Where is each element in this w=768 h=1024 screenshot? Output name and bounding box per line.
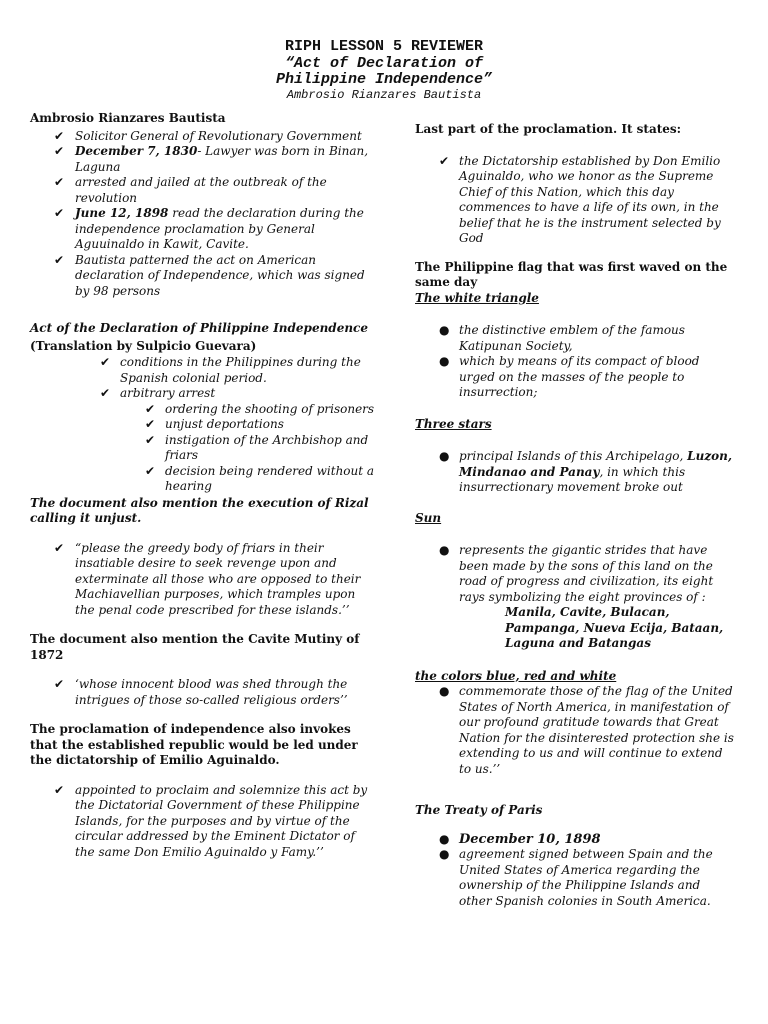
stars-item: ● principal Islands of this Archipelago, Luzon, Mindanao and Panay, in which this insurrectionary movement broke out: [439, 449, 733, 494]
cavite-heading: The document also mention the Cavite Mutiny of 1872: [30, 632, 360, 662]
right-column: [415, 122, 735, 909]
checkmark-icon: ✔: [54, 540, 65, 555]
page-title: RIPH LESSON 5 REVIEWER: [284, 38, 484, 55]
treaty-date: ● December 10, 1898: [439, 831, 601, 847]
list-item: ✔ June 12, 1898 read the declaration during the independence proclamation by General Aguuinaldo in Kawit, Cavite.: [54, 206, 364, 251]
bullet-icon: ●: [439, 831, 450, 846]
province-line: Manila, Cavite, Bulacan,: [505, 605, 670, 619]
checkmark-icon: ✔: [145, 417, 156, 431]
list-item: ✔ Bautista patterned the act on American declaration of Independence, which was signed by 98 persons: [54, 252, 365, 298]
checkmark-icon: ✔: [54, 252, 65, 267]
bullet-icon: ●: [439, 684, 450, 698]
cavite-quote: ✔ ‘whose innocent blood was shed through the intrigues of those so-called religious orders’’: [54, 677, 348, 707]
triangle-list: [415, 323, 735, 401]
stars-heading: Three stars: [415, 416, 492, 431]
list-item: ✔ Solicitor General of Revolutionary Government: [54, 128, 362, 143]
checkmark-icon: ✔: [100, 386, 111, 400]
bullet-icon: ●: [439, 323, 450, 337]
list-item: ✔ decision being rendered without a hearing: [145, 463, 375, 493]
list-item: ✔ unjust deportations: [145, 417, 284, 431]
list-item: ✔ arbitrary arrest: [100, 386, 216, 400]
bullet-icon: ●: [439, 449, 450, 463]
list-item: ✔ December 7, 1830- Lawyer was born in Binan, Laguna: [54, 144, 369, 174]
checkmark-icon: ✔: [439, 153, 450, 168]
checkmark-icon: ✔: [54, 677, 65, 691]
list-item: ● which by means of its compact of blood urged on the masses of the people to insurrection;: [439, 354, 700, 399]
list-item: ✔ conditions in the Philippines during the Spanish colonial period.: [100, 355, 361, 385]
left-column: [30, 111, 375, 860]
rizal-quote: ✔ “please the greedy body of friars in their insatiable desire to seek revenge upon and exterminate all those who are opposed to their Machiavellian purposes, which tramples upon the penal code prescribed for these islands.’’: [54, 540, 361, 617]
checkmark-icon: ✔: [54, 206, 65, 220]
checkmark-icon: ✔: [54, 782, 65, 797]
checkmark-icon: ✔: [145, 401, 156, 416]
treaty-item: ● agreement signed between Spain and the United States of America regarding the ownership of the Philippine Islands and other Spanish colonies in South America.: [439, 847, 713, 908]
list-item: ● the distinctive emblem of the famous Katipunan Society,: [439, 323, 685, 353]
checkmark-icon: ✔: [54, 144, 65, 158]
checkmark-icon: ✔: [145, 463, 156, 478]
bullet-icon: ●: [439, 543, 450, 557]
treaty-heading: The Treaty of Paris: [415, 803, 543, 817]
rizal-heading: The document also mention the execution of Rizal calling it unjust.: [30, 495, 369, 525]
last-part-quote: ✔ the Dictatorship established by Don Emilio Aguinaldo, who we honor as the Supreme Chief of this Nation, which this day commences to have a life of its own, in the belief that he is the instrument selected by God: [439, 153, 721, 245]
person-heading: Ambrosio Rianzares Bautista: [30, 111, 226, 125]
list-item: ✔ instigation of the Archbishop and friars: [145, 432, 369, 462]
checkmark-icon: ✔: [145, 432, 156, 447]
list-item: ✔ ordering the shooting of prisoners: [145, 401, 375, 416]
act-list: [30, 355, 375, 495]
colors-item: ● commemorate those of the flag of the United States of North America, in manifestation of our profound gratitude towards that Great Nation for the disinterested protection she is extending to us and will continue to extend to us.’’: [439, 684, 734, 776]
act-heading: Act of the Declaration of Philippine Independence (Translation by Sulpicio Guevara): [30, 321, 368, 353]
author-line: Ambrosio Rianzares Bautista: [286, 88, 482, 102]
bullet-icon: ●: [439, 847, 450, 861]
province-line: Laguna and Batangas: [505, 636, 651, 650]
last-part-heading: Last part of the proclamation. It states:: [415, 122, 682, 136]
province-line: Pampanga, Nueva Ecija, Bataan,: [505, 620, 724, 635]
person-list: [30, 129, 375, 300]
subtitle-line-2: Philippine Independence”: [275, 71, 493, 88]
dictator-heading: The proclamation of independence also invokes that the established republic would be led under the dictatorship of Emilio Aguinaldo.: [30, 722, 358, 767]
checkmark-icon: ✔: [100, 355, 111, 369]
triangle-heading: The white triangle: [415, 290, 539, 305]
colors-heading: the colors blue, red and white: [415, 668, 617, 683]
bullet-icon: ●: [439, 354, 450, 368]
dictator-quote: ✔ appointed to proclaim and solemnize this act by the Dictatorial Government of these Philippine Islands, for the purposes and by virtue of the circular addressed by the Eminent Dictator of the same Don Emilio Aguinaldo y Famy.’’: [54, 782, 368, 859]
checkmark-icon: ✔: [54, 175, 65, 189]
checkmark-icon: ✔: [54, 128, 65, 143]
sun-heading: Sun: [415, 510, 442, 525]
list-item: ✔ arrested and jailed at the outbreak of the revolution: [54, 175, 327, 205]
flag-heading: The Philippine flag that was first waved on the same day: [415, 259, 728, 289]
subtitle-line-1: “Act of Declaration of: [284, 55, 484, 72]
sun-item: ● represents the gigantic strides that have been made by the sons of this land on the road of progress and civilization, its eight rays symbolizing the eight provinces of :: [439, 543, 714, 604]
